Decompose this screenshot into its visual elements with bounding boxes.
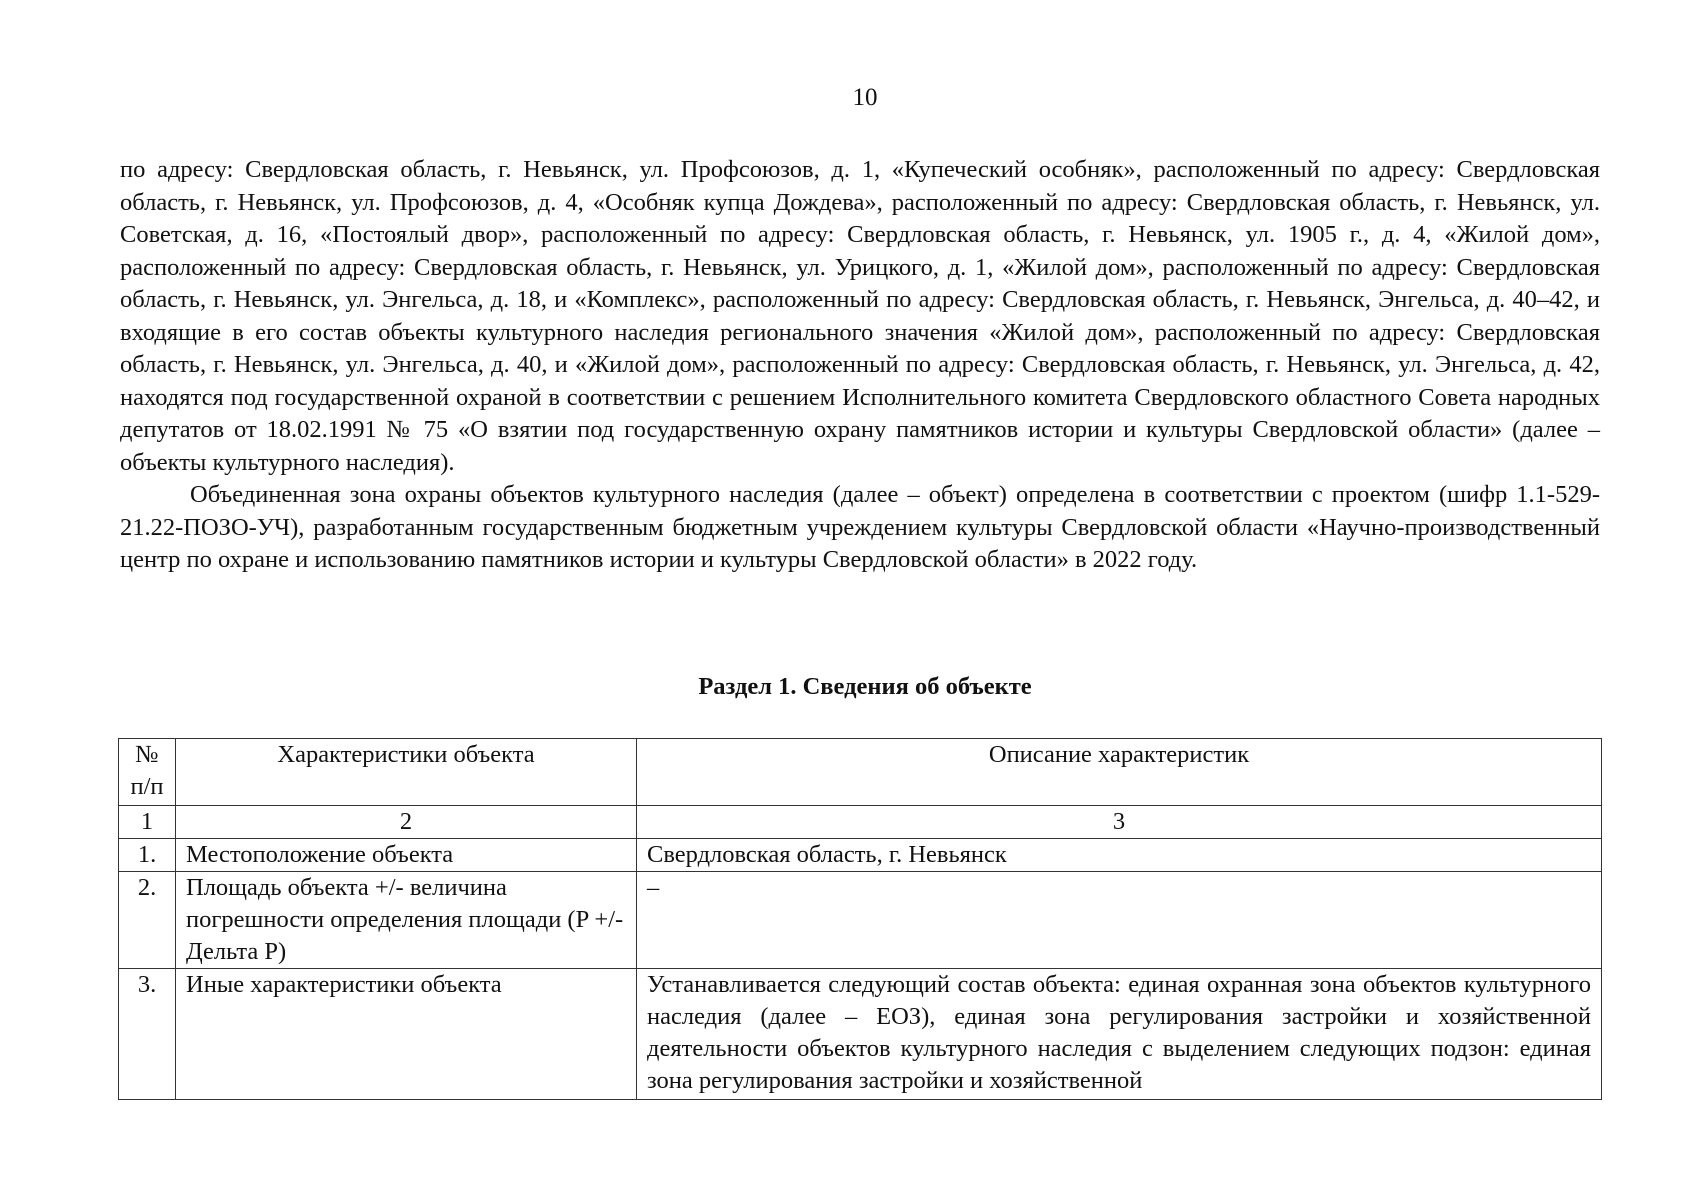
row-description: – <box>637 872 1602 969</box>
header-cell-number: № п/п <box>119 739 176 806</box>
paragraph: по адресу: Свердловская область, г. Невьянск, ул. Профсоюзов, д. 1, «Купеческий особняк», расположенный по адресу: Свердловская область, г. Невьянск, ул. Профсоюзов, д. 4, «Особняк купца Дождева», расположенный по адресу: Свердловская область, г. Невьянск, ул. Советская, д. 16, «Постоялый двор», расположенный по адресу: Свердловская область, г. Невьянск, ул. 1905 г., д. 4, «Жилой дом», расположенный по адресу: Свердловская область, г. Невьянск, ул. Урицкого, д. 1, «Жилой дом», расположенный по адресу: Свердловская область, г. Невьянск, ул. Энгельса, д. 18, и «Комплекс», расположенный по адресу: Свердловская область, г. Невьянск, Энгельса, д. 40–42, и входящие в его состав объекты культурного наследия регионального значения «Жилой дом», расположенный по адресу: Свердловская область, г. Невьянск, ул. Энгельса, д. 40, и «Жилой дом», расположенный по адресу: Свердловская область, г. Невьянск, ул. Энгельса, д. 42, находятся под государственной охраной в соответствии с решением Исполнительного комитета Свердловского областного Совета народных депутатов от 18.02.1991 № 75 «О взятии под государственную охрану памятников истории и культуры Свердловской области» (далее – объекты культурного наследия). <box>120 156 1600 476</box>
row-description-text: Устанавливается следующий состав объекта: единая охранная зона объектов культурного наследия (далее – ЕОЗ), единая зона регулирования застройки и хозяйственной деятельности объектов культурного наследия с выделением следующих подзон: единая зона регулирования застройки и хозяйственной <box>647 971 1591 1094</box>
row-number: 1. <box>119 839 176 872</box>
page-number: 10 <box>852 84 878 111</box>
header-cell-characteristic: Характеристики объекта <box>176 739 637 806</box>
row-number: 2. <box>119 872 176 969</box>
column-number: 3 <box>637 806 1602 839</box>
column-number: 1 <box>119 806 176 839</box>
section-title: Раздел 1. Сведения об объекте <box>698 673 1032 700</box>
column-numbers-row <box>119 806 1602 839</box>
row-characteristic: Иные характеристики объекта <box>176 969 637 1100</box>
row-characteristic: Местоположение объекта <box>176 839 637 872</box>
paragraph: Объединенная зона охраны объектов культурного наследия (далее – объект) определена в соответствии с проектом (шифр 1.1-529-21.22-ПОЗО-УЧ), разработанным государственным бюджетным учреждением культуры Свердловской области «Научно-производственный центр по охране и использованию памятников истории и культуры Свердловской области» в 2022 году. <box>120 481 1600 573</box>
row-description: Свердловская область, г. Невьянск <box>637 839 1602 872</box>
body-text <box>120 154 1600 577</box>
column-number: 2 <box>176 806 637 839</box>
row-characteristic: Площадь объекта +/- величина погрешности определения площади (P +/- Дельта P) <box>176 872 637 969</box>
row-description <box>637 969 1602 1100</box>
row-number: 3. <box>119 969 176 1100</box>
table-row <box>119 969 1602 1100</box>
table-header-row <box>119 739 1602 806</box>
table-row <box>119 839 1602 872</box>
header-cell-description: Описание характеристик <box>637 739 1602 806</box>
object-info-table <box>118 738 1602 1100</box>
table-row <box>119 872 1602 969</box>
